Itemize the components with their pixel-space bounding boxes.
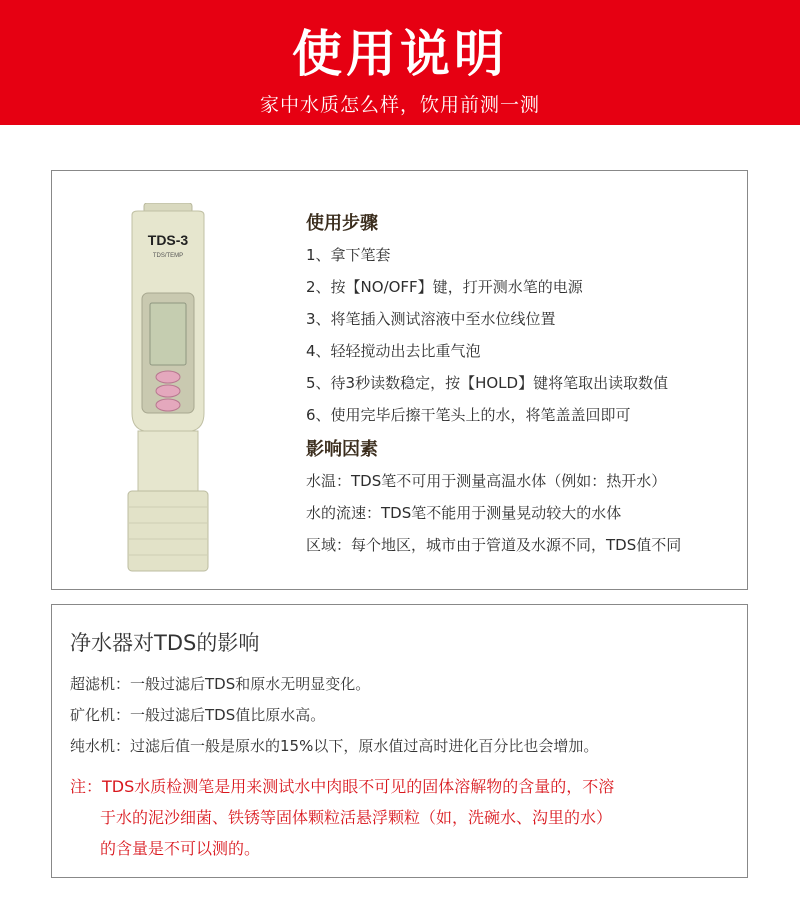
note-line: 的含量是不可以测的。: [100, 839, 261, 858]
pen-sub-label: TDS/TEMP: [152, 253, 184, 259]
usage-step: 6、使用完毕后擦干笔头上的水，将笔盖盖回即可: [306, 406, 631, 424]
steps-column: [306, 211, 736, 561]
instructions-panel: [51, 170, 748, 590]
purifier-list: [70, 669, 730, 762]
usage-title: 使用步骤: [306, 213, 378, 234]
note-line: 注：TDS水质检测笔是用来测试水中肉眼不可见的固体溶解物的含量的，不溶: [70, 777, 615, 796]
usage-step: 3、将笔插入测试溶液中至水位线位置: [306, 310, 556, 328]
purifier-item: 超滤机：一般过滤后TDS和原水无明显变化。: [70, 675, 371, 693]
usage-step: 1、拿下笔套: [306, 246, 391, 264]
page-subtitle: 家中水质怎么样，饮用前测一测: [259, 94, 540, 116]
hold-button-icon: [156, 371, 180, 383]
factor-item: 区域：每个地区，城市由于管道及水源不同，TDS值不同: [306, 536, 682, 554]
factor-item: 水温：TDS笔不可用于测量高温水体（例如：热开水）: [306, 472, 667, 490]
usage-step: 5、待3秒读数稳定，按【HOLD】键将笔取出读取数值: [306, 374, 669, 392]
purifier-title: 净水器对TDS的影响: [70, 631, 260, 655]
purifier-panel: [51, 604, 748, 878]
header-banner: [0, 0, 800, 125]
factor-item: 水的流速：TDS笔不能用于测量晃动较大的水体: [306, 504, 622, 522]
pen-model-label: TDS-3: [147, 232, 189, 248]
usage-step: 2、按【NO/OFF】键，打开测水笔的电源: [306, 278, 583, 296]
purifier-item: 矿化机：一般过滤后TDS值比原水高。: [70, 706, 326, 724]
note-block: [70, 771, 730, 864]
temp-button-icon: [156, 385, 180, 397]
purifier-item: 纯水机：过滤后值一般是原水的15%以下，原水值过高时进化百分比也会增加。: [70, 737, 599, 755]
factors-title: 影响因素: [306, 439, 378, 460]
usage-step: 4、轻轻搅动出去比重气泡: [306, 342, 481, 360]
tds-pen-image: [122, 203, 212, 573]
page-title: 使用说明: [292, 25, 508, 83]
note-line: 于水的泥沙细菌、铁锈等固体颗粒活悬浮颗粒（如，洗碗水、沟里的水）: [100, 808, 613, 827]
power-button-icon: [156, 399, 180, 411]
